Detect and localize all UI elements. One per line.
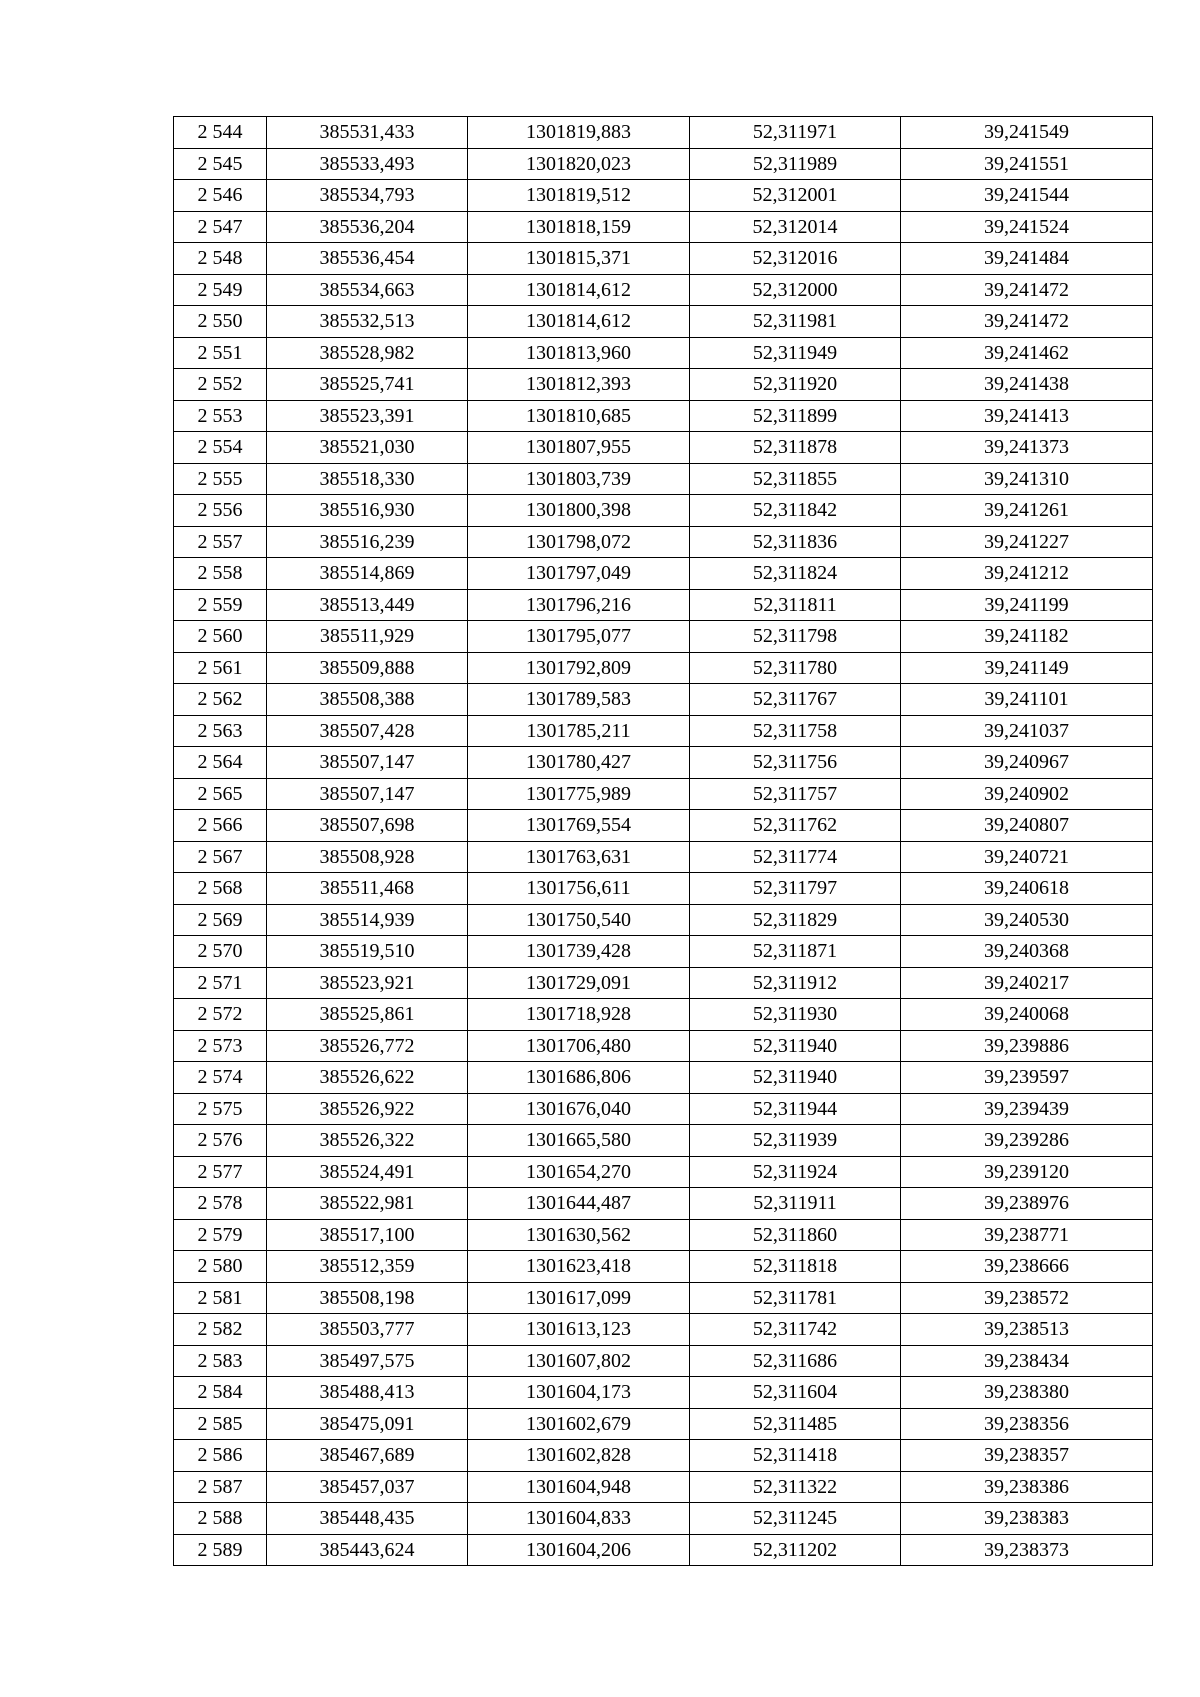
longitude-cell: 39,241551 [901,148,1153,180]
point-number-cell: 2 574 [174,1062,267,1094]
table-row [174,1534,1153,1566]
point-number-cell: 2 575 [174,1093,267,1125]
latitude-cell: 52,311811 [690,589,901,621]
table-row [174,810,1153,842]
latitude-cell: 52,311762 [690,810,901,842]
point-number-cell: 2 564 [174,747,267,779]
table-row [174,1093,1153,1125]
latitude-cell: 52,312000 [690,274,901,306]
point-number-cell: 2 572 [174,999,267,1031]
point-number-cell: 2 585 [174,1408,267,1440]
latitude-cell: 52,311418 [690,1440,901,1472]
y-coordinate-cell: 1301785,211 [468,715,690,747]
latitude-cell: 52,311758 [690,715,901,747]
point-number-cell: 2 560 [174,621,267,653]
x-coordinate-cell: 385516,239 [267,526,468,558]
x-coordinate-cell: 385508,928 [267,841,468,873]
point-number-cell: 2 589 [174,1534,267,1566]
longitude-cell: 39,240068 [901,999,1153,1031]
y-coordinate-cell: 1301814,612 [468,274,690,306]
x-coordinate-cell: 385508,198 [267,1282,468,1314]
longitude-cell: 39,238383 [901,1503,1153,1535]
latitude-cell: 52,311824 [690,558,901,590]
longitude-cell: 39,240217 [901,967,1153,999]
table-row [174,778,1153,810]
latitude-cell: 52,311860 [690,1219,901,1251]
table-row [174,1471,1153,1503]
latitude-cell: 52,311878 [690,432,901,464]
x-coordinate-cell: 385475,091 [267,1408,468,1440]
latitude-cell: 52,311829 [690,904,901,936]
longitude-cell: 39,238434 [901,1345,1153,1377]
y-coordinate-cell: 1301795,077 [468,621,690,653]
longitude-cell: 39,239886 [901,1030,1153,1062]
latitude-cell: 52,311774 [690,841,901,873]
x-coordinate-cell: 385525,861 [267,999,468,1031]
point-number-cell: 2 552 [174,369,267,401]
longitude-cell: 39,239120 [901,1156,1153,1188]
latitude-cell: 52,311912 [690,967,901,999]
x-coordinate-cell: 385497,575 [267,1345,468,1377]
table-row [174,243,1153,275]
latitude-cell: 52,311981 [690,306,901,338]
y-coordinate-cell: 1301739,428 [468,936,690,968]
latitude-cell: 52,311798 [690,621,901,653]
x-coordinate-cell: 385526,922 [267,1093,468,1125]
x-coordinate-cell: 385524,491 [267,1156,468,1188]
longitude-cell: 39,240530 [901,904,1153,936]
longitude-cell: 39,241438 [901,369,1153,401]
latitude-cell: 52,311322 [690,1471,901,1503]
x-coordinate-cell: 385513,449 [267,589,468,621]
y-coordinate-cell: 1301780,427 [468,747,690,779]
latitude-cell: 52,311911 [690,1188,901,1220]
longitude-cell: 39,241472 [901,274,1153,306]
point-number-cell: 2 544 [174,117,267,149]
longitude-cell: 39,241310 [901,463,1153,495]
table-row [174,715,1153,747]
table-row [174,495,1153,527]
latitude-cell: 52,311944 [690,1093,901,1125]
latitude-cell: 52,311899 [690,400,901,432]
point-number-cell: 2 553 [174,400,267,432]
latitude-cell: 52,311797 [690,873,901,905]
x-coordinate-cell: 385507,428 [267,715,468,747]
longitude-cell: 39,240902 [901,778,1153,810]
point-number-cell: 2 573 [174,1030,267,1062]
point-number-cell: 2 548 [174,243,267,275]
table-row [174,747,1153,779]
x-coordinate-cell: 385443,624 [267,1534,468,1566]
y-coordinate-cell: 1301718,928 [468,999,690,1031]
y-coordinate-cell: 1301602,679 [468,1408,690,1440]
y-coordinate-cell: 1301676,040 [468,1093,690,1125]
point-number-cell: 2 558 [174,558,267,590]
x-coordinate-cell: 385467,689 [267,1440,468,1472]
coordinates-table-body [174,117,1153,1566]
table-row [174,1030,1153,1062]
latitude-cell: 52,311767 [690,684,901,716]
latitude-cell: 52,311781 [690,1282,901,1314]
table-row [174,652,1153,684]
y-coordinate-cell: 1301604,948 [468,1471,690,1503]
y-coordinate-cell: 1301654,270 [468,1156,690,1188]
point-number-cell: 2 561 [174,652,267,684]
point-number-cell: 2 559 [174,589,267,621]
point-number-cell: 2 568 [174,873,267,905]
x-coordinate-cell: 385521,030 [267,432,468,464]
longitude-cell: 39,238373 [901,1534,1153,1566]
longitude-cell: 39,239597 [901,1062,1153,1094]
longitude-cell: 39,241462 [901,337,1153,369]
x-coordinate-cell: 385514,939 [267,904,468,936]
table-row [174,1503,1153,1535]
latitude-cell: 52,311930 [690,999,901,1031]
y-coordinate-cell: 1301797,049 [468,558,690,590]
x-coordinate-cell: 385517,100 [267,1219,468,1251]
y-coordinate-cell: 1301769,554 [468,810,690,842]
y-coordinate-cell: 1301819,512 [468,180,690,212]
point-number-cell: 2 567 [174,841,267,873]
table-row [174,936,1153,968]
point-number-cell: 2 570 [174,936,267,968]
point-number-cell: 2 563 [174,715,267,747]
table-row [174,1125,1153,1157]
table-row [174,526,1153,558]
table-row [174,180,1153,212]
point-number-cell: 2 580 [174,1251,267,1283]
y-coordinate-cell: 1301644,487 [468,1188,690,1220]
x-coordinate-cell: 385457,037 [267,1471,468,1503]
point-number-cell: 2 581 [174,1282,267,1314]
longitude-cell: 39,241149 [901,652,1153,684]
longitude-cell: 39,238771 [901,1219,1153,1251]
latitude-cell: 52,311780 [690,652,901,684]
longitude-cell: 39,238666 [901,1251,1153,1283]
latitude-cell: 52,311940 [690,1062,901,1094]
longitude-cell: 39,239286 [901,1125,1153,1157]
point-number-cell: 2 583 [174,1345,267,1377]
y-coordinate-cell: 1301810,685 [468,400,690,432]
point-number-cell: 2 587 [174,1471,267,1503]
y-coordinate-cell: 1301604,206 [468,1534,690,1566]
table-row [174,1314,1153,1346]
y-coordinate-cell: 1301623,418 [468,1251,690,1283]
latitude-cell: 52,311939 [690,1125,901,1157]
longitude-cell: 39,240807 [901,810,1153,842]
table-row [174,873,1153,905]
table-row [174,1219,1153,1251]
y-coordinate-cell: 1301815,371 [468,243,690,275]
point-number-cell: 2 547 [174,211,267,243]
point-number-cell: 2 569 [174,904,267,936]
coordinates-table [173,116,1153,1566]
y-coordinate-cell: 1301803,739 [468,463,690,495]
y-coordinate-cell: 1301630,562 [468,1219,690,1251]
point-number-cell: 2 551 [174,337,267,369]
x-coordinate-cell: 385536,204 [267,211,468,243]
longitude-cell: 39,238380 [901,1377,1153,1409]
point-number-cell: 2 546 [174,180,267,212]
y-coordinate-cell: 1301792,809 [468,652,690,684]
y-coordinate-cell: 1301756,611 [468,873,690,905]
y-coordinate-cell: 1301607,802 [468,1345,690,1377]
table-row [174,463,1153,495]
point-number-cell: 2 579 [174,1219,267,1251]
y-coordinate-cell: 1301820,023 [468,148,690,180]
latitude-cell: 52,311842 [690,495,901,527]
table-row [174,1251,1153,1283]
longitude-cell: 39,241182 [901,621,1153,653]
x-coordinate-cell: 385488,413 [267,1377,468,1409]
table-row [174,400,1153,432]
y-coordinate-cell: 1301617,099 [468,1282,690,1314]
longitude-cell: 39,241261 [901,495,1153,527]
table-row [174,999,1153,1031]
y-coordinate-cell: 1301789,583 [468,684,690,716]
table-row [174,1062,1153,1094]
table-row [174,432,1153,464]
longitude-cell: 39,241212 [901,558,1153,590]
y-coordinate-cell: 1301798,072 [468,526,690,558]
y-coordinate-cell: 1301807,955 [468,432,690,464]
y-coordinate-cell: 1301818,159 [468,211,690,243]
table-row [174,1377,1153,1409]
x-coordinate-cell: 385526,622 [267,1062,468,1094]
table-row [174,967,1153,999]
latitude-cell: 52,312001 [690,180,901,212]
y-coordinate-cell: 1301686,806 [468,1062,690,1094]
y-coordinate-cell: 1301796,216 [468,589,690,621]
longitude-cell: 39,241101 [901,684,1153,716]
latitude-cell: 52,311757 [690,778,901,810]
point-number-cell: 2 557 [174,526,267,558]
latitude-cell: 52,311924 [690,1156,901,1188]
x-coordinate-cell: 385516,930 [267,495,468,527]
y-coordinate-cell: 1301613,123 [468,1314,690,1346]
y-coordinate-cell: 1301602,828 [468,1440,690,1472]
point-number-cell: 2 588 [174,1503,267,1535]
longitude-cell: 39,238356 [901,1408,1153,1440]
table-row [174,904,1153,936]
latitude-cell: 52,311920 [690,369,901,401]
longitude-cell: 39,241037 [901,715,1153,747]
longitude-cell: 39,239439 [901,1093,1153,1125]
x-coordinate-cell: 385532,513 [267,306,468,338]
latitude-cell: 52,311604 [690,1377,901,1409]
table-row [174,148,1153,180]
longitude-cell: 39,241472 [901,306,1153,338]
x-coordinate-cell: 385523,921 [267,967,468,999]
longitude-cell: 39,240618 [901,873,1153,905]
x-coordinate-cell: 385528,982 [267,337,468,369]
y-coordinate-cell: 1301813,960 [468,337,690,369]
y-coordinate-cell: 1301604,833 [468,1503,690,1535]
y-coordinate-cell: 1301775,989 [468,778,690,810]
point-number-cell: 2 578 [174,1188,267,1220]
longitude-cell: 39,240967 [901,747,1153,779]
longitude-cell: 39,241544 [901,180,1153,212]
x-coordinate-cell: 385534,793 [267,180,468,212]
x-coordinate-cell: 385511,929 [267,621,468,653]
y-coordinate-cell: 1301812,393 [468,369,690,401]
point-number-cell: 2 554 [174,432,267,464]
longitude-cell: 39,241549 [901,117,1153,149]
x-coordinate-cell: 385512,359 [267,1251,468,1283]
latitude-cell: 52,311971 [690,117,901,149]
x-coordinate-cell: 385503,777 [267,1314,468,1346]
table-row [174,306,1153,338]
x-coordinate-cell: 385511,468 [267,873,468,905]
x-coordinate-cell: 385448,435 [267,1503,468,1535]
point-number-cell: 2 545 [174,148,267,180]
point-number-cell: 2 582 [174,1314,267,1346]
point-number-cell: 2 584 [174,1377,267,1409]
latitude-cell: 52,311485 [690,1408,901,1440]
y-coordinate-cell: 1301604,173 [468,1377,690,1409]
longitude-cell: 39,241484 [901,243,1153,275]
y-coordinate-cell: 1301750,540 [468,904,690,936]
x-coordinate-cell: 385508,388 [267,684,468,716]
longitude-cell: 39,240368 [901,936,1153,968]
table-row [174,589,1153,621]
table-row [174,1188,1153,1220]
table-row [174,369,1153,401]
longitude-cell: 39,241524 [901,211,1153,243]
table-row [174,1282,1153,1314]
x-coordinate-cell: 385522,981 [267,1188,468,1220]
latitude-cell: 52,311855 [690,463,901,495]
longitude-cell: 39,238572 [901,1282,1153,1314]
x-coordinate-cell: 385507,147 [267,747,468,779]
y-coordinate-cell: 1301814,612 [468,306,690,338]
point-number-cell: 2 565 [174,778,267,810]
y-coordinate-cell: 1301706,480 [468,1030,690,1062]
longitude-cell: 39,238976 [901,1188,1153,1220]
x-coordinate-cell: 385533,493 [267,148,468,180]
table-row [174,1440,1153,1472]
point-number-cell: 2 549 [174,274,267,306]
latitude-cell: 52,311818 [690,1251,901,1283]
latitude-cell: 52,311245 [690,1503,901,1535]
x-coordinate-cell: 385525,741 [267,369,468,401]
latitude-cell: 52,311871 [690,936,901,968]
point-number-cell: 2 550 [174,306,267,338]
y-coordinate-cell: 1301665,580 [468,1125,690,1157]
latitude-cell: 52,312014 [690,211,901,243]
x-coordinate-cell: 385523,391 [267,400,468,432]
table-row [174,211,1153,243]
longitude-cell: 39,238357 [901,1440,1153,1472]
table-row [174,1156,1153,1188]
x-coordinate-cell: 385526,322 [267,1125,468,1157]
table-row [174,1345,1153,1377]
latitude-cell: 52,312016 [690,243,901,275]
latitude-cell: 52,311742 [690,1314,901,1346]
x-coordinate-cell: 385519,510 [267,936,468,968]
point-number-cell: 2 566 [174,810,267,842]
x-coordinate-cell: 385526,772 [267,1030,468,1062]
point-number-cell: 2 577 [174,1156,267,1188]
y-coordinate-cell: 1301729,091 [468,967,690,999]
y-coordinate-cell: 1301819,883 [468,117,690,149]
table-row [174,337,1153,369]
table-row [174,621,1153,653]
x-coordinate-cell: 385531,433 [267,117,468,149]
x-coordinate-cell: 385507,147 [267,778,468,810]
latitude-cell: 52,311202 [690,1534,901,1566]
point-number-cell: 2 556 [174,495,267,527]
x-coordinate-cell: 385536,454 [267,243,468,275]
latitude-cell: 52,311836 [690,526,901,558]
table-row [174,117,1153,149]
longitude-cell: 39,240721 [901,841,1153,873]
point-number-cell: 2 576 [174,1125,267,1157]
x-coordinate-cell: 385509,888 [267,652,468,684]
point-number-cell: 2 562 [174,684,267,716]
y-coordinate-cell: 1301763,631 [468,841,690,873]
latitude-cell: 52,311686 [690,1345,901,1377]
latitude-cell: 52,311940 [690,1030,901,1062]
longitude-cell: 39,241199 [901,589,1153,621]
latitude-cell: 52,311949 [690,337,901,369]
latitude-cell: 52,311989 [690,148,901,180]
x-coordinate-cell: 385507,698 [267,810,468,842]
table-row [174,841,1153,873]
longitude-cell: 39,238513 [901,1314,1153,1346]
longitude-cell: 39,241373 [901,432,1153,464]
table-row [174,684,1153,716]
point-number-cell: 2 586 [174,1440,267,1472]
x-coordinate-cell: 385534,663 [267,274,468,306]
point-number-cell: 2 555 [174,463,267,495]
x-coordinate-cell: 385514,869 [267,558,468,590]
y-coordinate-cell: 1301800,398 [468,495,690,527]
longitude-cell: 39,241227 [901,526,1153,558]
latitude-cell: 52,311756 [690,747,901,779]
table-row [174,274,1153,306]
table-row [174,558,1153,590]
point-number-cell: 2 571 [174,967,267,999]
longitude-cell: 39,241413 [901,400,1153,432]
table-row [174,1408,1153,1440]
x-coordinate-cell: 385518,330 [267,463,468,495]
longitude-cell: 39,238386 [901,1471,1153,1503]
